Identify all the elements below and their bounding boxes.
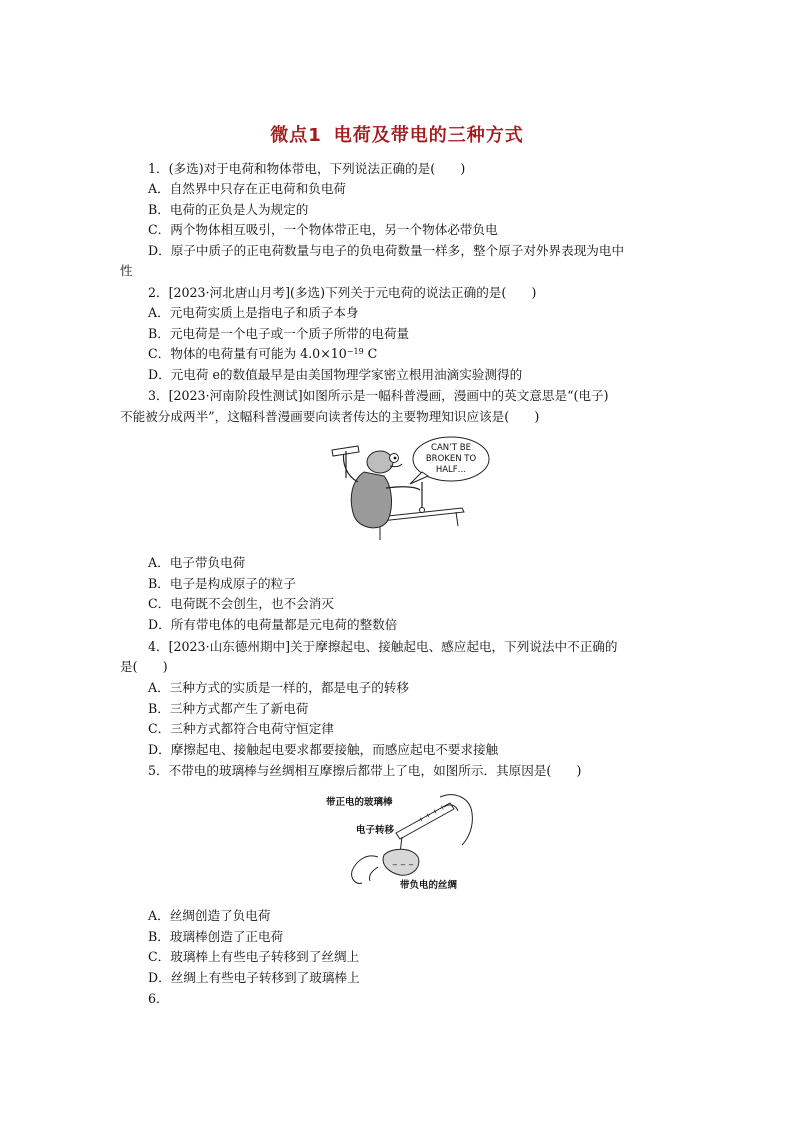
- q5-rubbing-figure: [322, 787, 482, 895]
- q4-option-c: C．三种方式都符合电荷守恒定律: [148, 721, 334, 736]
- q6-stem: 6．: [148, 991, 169, 1006]
- q5-option-b: B．玻璃棒创造了正电荷: [148, 929, 284, 944]
- q1-stem: 1．(多选)对于电荷和物体带电，下列说法正确的是( ): [148, 161, 466, 176]
- title-number: 微点1: [270, 125, 322, 146]
- q3-option-d: D．所有带电体的电荷量都是元电荷的整数倍: [148, 617, 398, 632]
- q1-option-c: C．两个物体相互吸引，一个物体带正电，另一个物体必带负电: [148, 222, 498, 237]
- title-text: 电荷及带电的三种方式: [333, 125, 524, 146]
- q2-option-c-prefix: C．物体的电荷量有可能为 4.0×10: [148, 346, 347, 361]
- q4-option-b: B．三种方式都产生了新电荷: [148, 701, 309, 716]
- q3-stem-line2: 不能被分成两半”，这幅科普漫画要向读者传达的主要物理知识应该是( ): [120, 409, 540, 424]
- q2-option-c-exponent: −19: [346, 347, 364, 356]
- q5-stem: 5．不带电的玻璃棒与丝绸相互摩擦后都带上了电，如图所示．其原因是( ): [148, 763, 582, 778]
- q3-cartoon-figure: [322, 436, 492, 546]
- character-head: [367, 451, 393, 473]
- speech-line-2: BROKEN TO: [425, 454, 477, 464]
- q3-option-a: A．电子带负电荷: [148, 555, 246, 570]
- q2-option-b: B．元电荷是一个电子或一个质子所带的电荷量: [148, 326, 410, 341]
- q3-option-b: B．电子是构成原子的粒子: [148, 576, 296, 591]
- speech-line-1: CAN’T BE: [431, 443, 471, 453]
- silk-minus-signs: − − −: [392, 861, 415, 869]
- q2-option-c-suffix: C: [363, 346, 378, 361]
- label-electron-transfer: 电子转移: [356, 825, 395, 836]
- speech-line-3: HALF…: [435, 465, 467, 475]
- q1-option-a: A．自然界中只存在正电荷和负电荷: [148, 181, 347, 196]
- q2-option-d: D．元电荷 e的数值最早是由美国物理学家密立根用油滴实验测得的: [148, 367, 523, 382]
- q1-option-d: D．原子中质子的正电荷数量与电子的负电荷数量一样多，整个原子对外界表现为电中: [148, 243, 625, 258]
- q3-option-c: C．电荷既不会创生，也不会消灭: [148, 596, 334, 611]
- character-arm-holding: [386, 487, 420, 490]
- table-leg: [456, 512, 458, 526]
- character-body: [351, 472, 391, 528]
- q4-option-a: A．三种方式的实质是一样的，都是电子的转移: [148, 680, 409, 695]
- upper-hand: [440, 795, 472, 845]
- lower-hand-fingers: [369, 867, 378, 881]
- label-negative-silk: 带负电的丝绸: [400, 880, 458, 891]
- q5-option-d: D．丝绸上有些电子转移到了玻璃棒上: [148, 970, 360, 985]
- q3-stem-line1: 3．[2023·河南阶段性测试]如图所示是一幅科普漫画，漫画中的英文意思是“(电子): [148, 388, 609, 403]
- q2-stem: 2．[2023·河北唐山月考](多选)下列关于元电荷的说法正确的是( ): [148, 285, 537, 300]
- q5-option-c: C．玻璃棒上有些电子转移到了丝绸上: [148, 949, 360, 964]
- label-positive-rod: 带正电的玻璃棒: [326, 797, 393, 808]
- q2-option-a: A．元电荷实质上是指电子和质子本身: [148, 305, 359, 320]
- electron-on-table: [420, 508, 425, 513]
- speech-bubble-tail: [410, 472, 428, 484]
- q4-stem-line2: 是( ): [120, 659, 168, 674]
- q1-option-d-continued: 性: [120, 263, 133, 278]
- q1-option-b: B．电荷的正负是人为规定的: [148, 202, 309, 217]
- rod-plus-signs: + + + +: [416, 802, 447, 825]
- character-pupil: [394, 457, 397, 460]
- q4-stem-line1: 4．[2023·山东德州期中]关于摩擦起电、接触起电、感应起电，下列说法中不正确的: [148, 639, 618, 654]
- page-title: [0, 121, 794, 147]
- q4-option-d: D．摩擦起电、接触起电要求都要接触，而感应起电不要求接触: [148, 742, 499, 757]
- q5-option-a: A．丝绸创造了负电荷: [148, 908, 271, 923]
- q2-option-c: [148, 348, 377, 361]
